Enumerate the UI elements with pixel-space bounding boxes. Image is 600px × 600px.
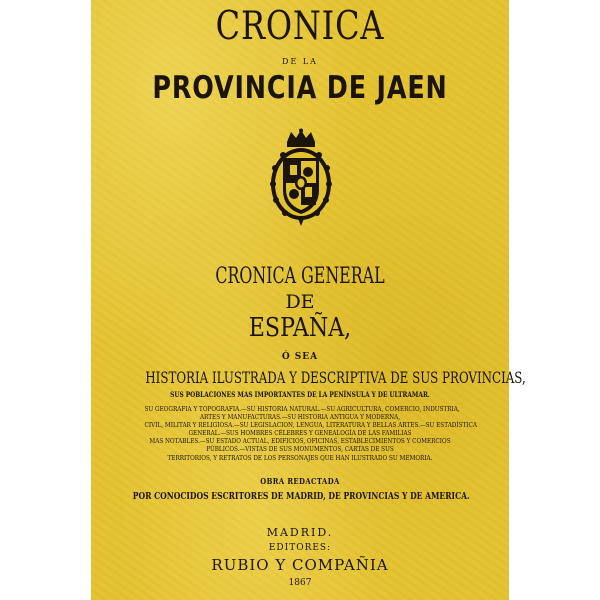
- publisher-name: RUBIO Y COMPAÑIA: [211, 556, 389, 574]
- province-title: PROVINCIA DE JAEN: [152, 70, 448, 106]
- coat-of-arms-icon: [263, 128, 339, 228]
- editores-label: EDITORES:: [268, 543, 332, 553]
- description-line: MAS NOTABLES.—SU ESTADO ACTUAL, EDIFICIOS, OFICINAS, ESTABLECIMIENTOS Y COMERCIOS: [149, 438, 451, 446]
- description-line: SU GEOGRAFÍA Y TOPOGRAFÍA.—SU HISTORIA NATURAL.—SU AGRICULTURA, COMERCIO, INDUSTRIA,: [144, 406, 460, 413]
- publication-year: 1867: [288, 578, 312, 588]
- obra-redactada: OBRA REDACTADA: [260, 476, 340, 486]
- description-line: PÚBLICOS.—VISTAS DE SUS MONUMENTOS, CARTAS DE SUS: [206, 446, 394, 454]
- authors-line: POR CONOCIDOS ESCRITORES DE MADRID, DE PROVINCIAS Y DE AMERICA.: [132, 491, 470, 502]
- book-cover: [91, 0, 526, 600]
- contents-description: [144, 406, 478, 463]
- title-connector: DE LA: [282, 57, 318, 66]
- country-title: ESPAÑA,: [248, 313, 352, 343]
- description-line: ARTES Y MANUFACTURAS.—SU HISTORIA ANTIGUA Y MODERNA,: [199, 414, 401, 422]
- description-line: TERRITORIOS, Y RETRATOS DE LOS PERSONAJES QUE HAN ILUSTRADO SU MEMORIA.: [167, 454, 433, 462]
- description-line: GENERAL.—SUS HOMBRES CÉLEBRES Y GENEALOGÍA DE LAS FAMILIAS: [188, 430, 412, 438]
- general-title: CRONICA GENERAL: [215, 264, 385, 289]
- description-line: CIVIL, MILITAR Y RELIGIOSA.—SU LEGISLACION, LENGUA, LITERATURA Y BELLAS ARTES.—SU ESTADÍSTICA: [144, 422, 478, 430]
- general-de: DE: [285, 291, 315, 313]
- book-title: CRONICA: [215, 4, 385, 49]
- publication-city: MADRID.: [266, 526, 334, 539]
- o-sea-text: Ó SEA: [281, 352, 319, 362]
- poblaciones-subtitle: SUS POBLACIONES MAS IMPORTANTES DE LA PENÍNSULA Y DE ULTRAMAR.: [170, 390, 430, 399]
- historia-subtitle: HISTORIA ILUSTRADA Y DESCRIPTIVA DE SUS PROVINCIAS,: [145, 368, 526, 387]
